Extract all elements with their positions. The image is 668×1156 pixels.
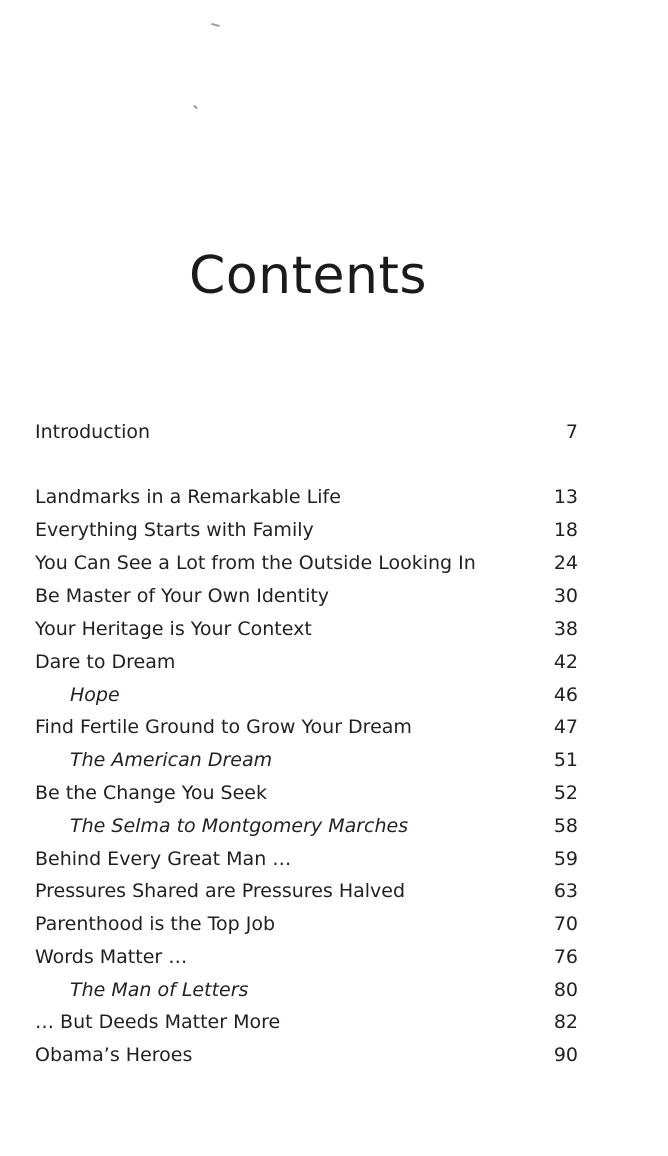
toc-entry-page: 52: [553, 782, 578, 804]
toc-subentry: [35, 745, 578, 775]
toc-subentry: [35, 811, 578, 841]
toc-entry-title: Words Matter …: [35, 946, 188, 968]
toc-entry-page: 90: [553, 1044, 578, 1066]
toc-entry-page: 58: [553, 815, 578, 837]
toc-entry-page: 63: [553, 880, 578, 902]
toc-entry: [35, 548, 578, 578]
page-title: Contents: [189, 246, 427, 306]
toc-entry-title: Behind Every Great Man …: [35, 848, 292, 870]
toc-entry-title: Pressures Shared are Pressures Halved: [35, 880, 406, 902]
toc-entry-title: Landmarks in a Remarkable Life: [35, 486, 341, 508]
toc-subentry: [35, 680, 578, 710]
toc-entry: [35, 581, 578, 611]
toc-entry: [35, 1040, 578, 1070]
toc-subentry-title: The American Dream: [70, 749, 273, 771]
toc-subentry: [35, 975, 578, 1005]
toc-entry: [35, 614, 578, 644]
toc-entry-page: 82: [553, 1011, 578, 1033]
toc-entry-page: 7: [565, 421, 578, 443]
toc-entry-title: Find Fertile Ground to Grow Your Dream: [35, 716, 412, 738]
toc-entry: [35, 844, 578, 874]
toc-entry-page: 13: [553, 486, 578, 508]
toc-entry-page: 18: [553, 519, 578, 541]
toc-entry: [35, 417, 578, 447]
toc-entry-page: 51: [553, 749, 578, 771]
toc-entry-page: 76: [553, 946, 578, 968]
toc-entry-page: 24: [553, 552, 578, 574]
toc-entry: [35, 876, 578, 906]
toc-subentry-title: The Selma to Montgomery Marches: [70, 815, 409, 837]
toc-entry: [35, 1007, 578, 1037]
toc-entry-page: 59: [553, 848, 578, 870]
toc-entry-title: Be the Change You Seek: [35, 782, 267, 804]
toc-entry-page: 42: [553, 651, 578, 673]
toc-entry-title: Dare to Dream: [35, 651, 176, 673]
toc-entry-title: Obama’s Heroes: [35, 1044, 193, 1066]
toc-entry-page: 47: [553, 716, 578, 738]
toc-entry-page: 70: [553, 913, 578, 935]
toc-subentry-title: Hope: [70, 684, 120, 706]
toc-entry: [35, 778, 578, 808]
toc-entry-page: 30: [553, 585, 578, 607]
toc-entry-title: Parenthood is the Top Job: [35, 913, 276, 935]
toc-subentry-title: The Man of Letters: [70, 979, 249, 1001]
toc-entry-page: 46: [553, 684, 578, 706]
toc-entry: [35, 482, 578, 512]
toc-entry-title: … But Deeds Matter More: [35, 1011, 281, 1033]
toc-entry-page: 38: [553, 618, 578, 640]
toc-entry: [35, 647, 578, 677]
toc-entry-title: Be Master of Your Own Identity: [35, 585, 330, 607]
toc-entry-title: Everything Starts with Family: [35, 519, 314, 541]
toc-entry-title: You Can See a Lot from the Outside Looking In: [35, 552, 476, 574]
toc-entry-title: Introduction: [35, 421, 151, 443]
toc-entry-page: 80: [553, 979, 578, 1001]
toc-entry: [35, 909, 578, 939]
toc-entry: [35, 515, 578, 545]
toc-entry-title: Your Heritage is Your Context: [35, 618, 312, 640]
toc-entry: [35, 942, 578, 972]
toc-entry: [35, 712, 578, 742]
